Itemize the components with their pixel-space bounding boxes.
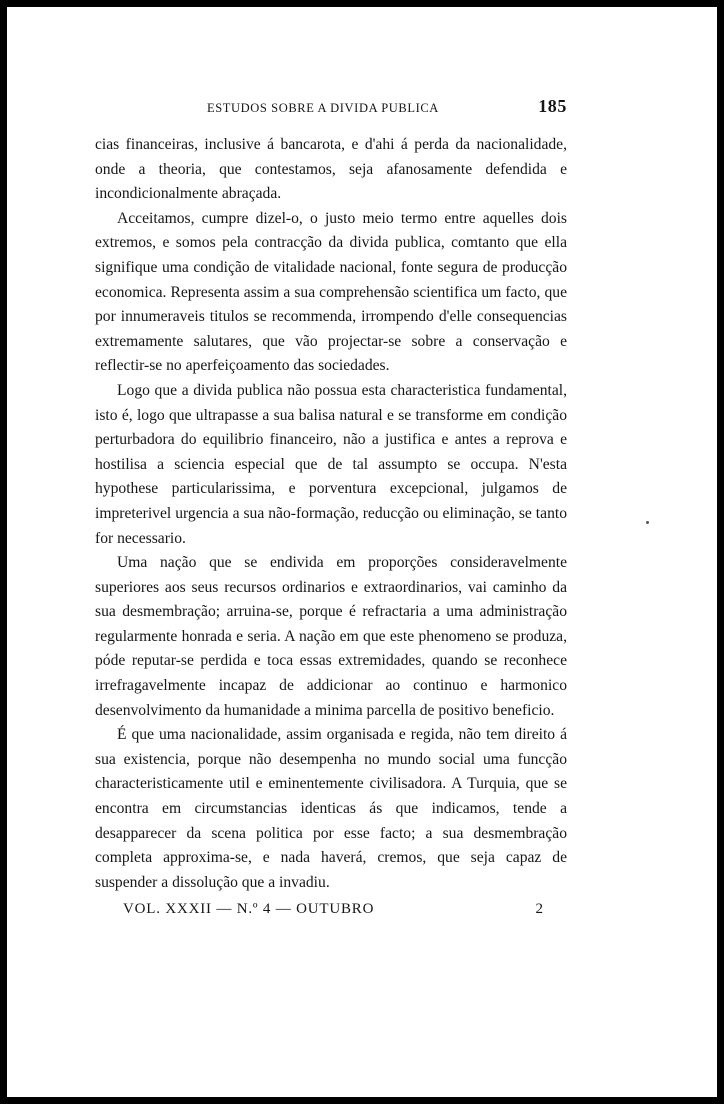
sheet-number: 2 <box>535 901 543 918</box>
page-number: 185 <box>538 96 567 116</box>
volume-signature: VOL. XXXII — N.º 4 — OUTUBRO <box>123 901 375 918</box>
paragraph-3: Logo que a divida publica não possua esta characteristica fundamental, isto é, logo que ultrapasse a sua balisa natural e se transforme em condição perturbadora do equilibrio financeiro, não a justifica e antes a reprova e hostilisa a sciencia especial que de tal assumpto se occupa. N'esta hypothese particularissima, e porventura excepcional, julgamos de impreterivel urgencia a sua não-formação, reducção ou eliminação, se tanto for necessario. <box>95 381 567 547</box>
page-content <box>95 93 567 923</box>
running-title: ESTUDOS SOBRE A DIVIDA PUBLICA <box>207 101 439 115</box>
paragraph-5: É que uma nacionalidade, assim organisada e regida, não tem direito á sua existencia, porque não desempenha no mundo social uma funcção characteristicamente util e eminentemente civilisadora. A Turquia, que se encontra em circumstancias identicas ás que indicamos, tende a desapparecer da scena politica por esse facto; a sua desmembração completa approxima-se, e nada haverá, cremos, que seja capaz de suspender a dissolução que a invadiu. <box>95 726 567 891</box>
body-text <box>95 133 567 895</box>
paragraph-2: Acceitamos, cumpre dizel-o, o justo meio termo entre aquelles dois extremos, e somos pela contracção da divida publica, comtanto que ella signifique uma condição de vitalidade nacional, fonte segura de producção economica. Representa assim a sua comprehensão scientifica um facto, que por innumeraveis titulos se recommenda, irrompendo d'elle consequencias extremamente salutares, que vão projectar-se sobre a conservação e reflectir-se no aperfeiçoamento das sociedades. <box>95 209 567 375</box>
paragraph-4: Uma nação que se endivida em proporções consideravelmente superiores aos seus recursos ordinarios e extraordinarios, vai caminho da sua desmembração; arruina-se, porque é refractaria a uma administração regularmente honrada e seria. A nação em que este phenomeno se produza, póde reputar-se perdida e toca essas extremidades, quando se reconhece irrefragavelmente incapaz de addicionar ao continuo e harmonico desenvolvimento da humanidade a minima parcella de positivo beneficio. <box>95 554 567 719</box>
ink-speck <box>646 521 649 524</box>
running-head <box>95 93 567 119</box>
page-footer <box>95 899 567 923</box>
paragraph-1: cias financeiras, inclusive á bancarota, e d'ahi á perda da nacionalidade, onde a theoria, que contestamos, seja afanosamente defendida e incondicionalmente abraçada. <box>95 136 567 203</box>
